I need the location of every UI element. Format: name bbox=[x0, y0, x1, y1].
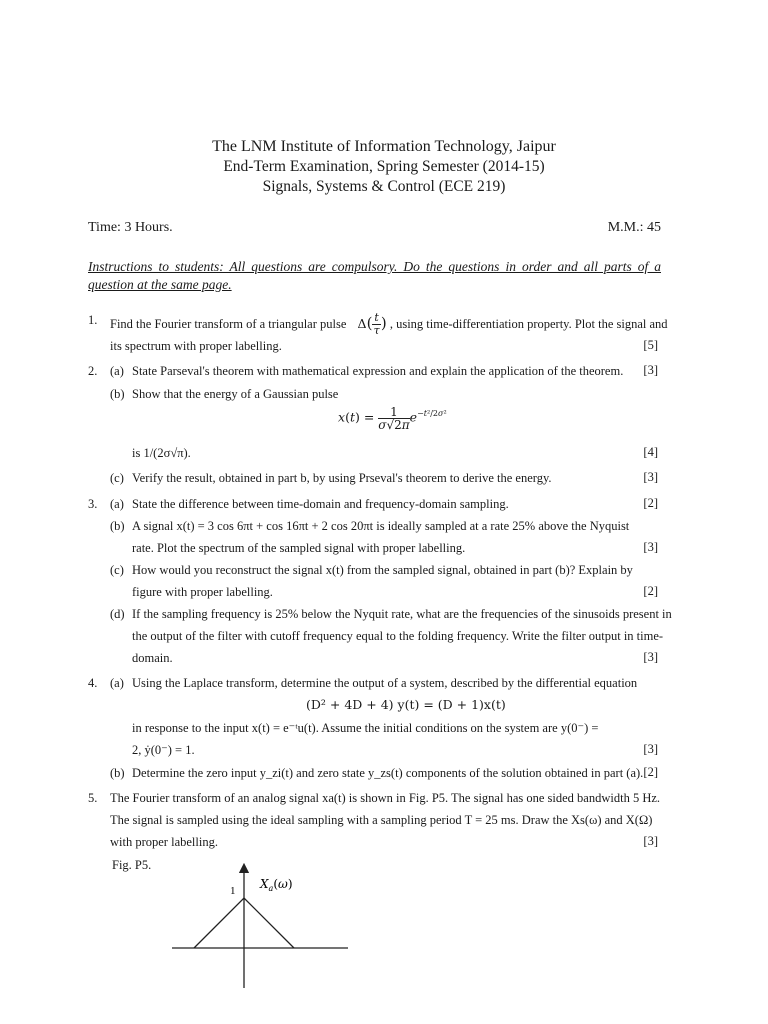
q1-marks: [5] bbox=[643, 338, 658, 352]
q2a-text: State Parseval's theorem with mathematical expression and explain the application of the theorem. bbox=[132, 364, 624, 378]
q2-number: 2. bbox=[88, 364, 98, 378]
q2c-text: Verify the result, obtained in part b, by using Prseval's theorem to derive the energy. bbox=[132, 471, 552, 485]
instructions: Instructions to students: All questions are compulsory. Do the questions in order and all parts of a question at the same page. bbox=[88, 259, 661, 292]
q4a-text2: in response to the input x(t) = e⁻ᵗu(t). Assume the initial conditions on the system are y(0⁻) = bbox=[132, 721, 599, 735]
q3a-marks: [2] bbox=[643, 496, 658, 510]
q2b-result: is 1/(2σ√π). bbox=[132, 446, 191, 460]
q3b-marks: [3] bbox=[643, 540, 658, 554]
q2a-label: (a) bbox=[110, 364, 124, 378]
q3c-text1: How would you reconstruct the signal x(t) from the sampled signal, obtained in part (b)? Explain by bbox=[132, 563, 633, 577]
peak-value-label: 1 bbox=[230, 885, 236, 897]
q3b-text2: rate. Plot the spectrum of the sampled signal with proper labelling. bbox=[132, 541, 466, 555]
q3d-text1: If the sampling frequency is 25% below the Nyquit rate, what are the frequencies of the sinusoids present in bbox=[132, 607, 672, 621]
q4b-label: (b) bbox=[110, 766, 125, 780]
q3-number: 3. bbox=[88, 497, 98, 511]
exam-time: Time: 3 Hours. bbox=[88, 220, 173, 235]
course-title: Signals, Systems & Control (ECE 219) bbox=[262, 178, 506, 195]
q3c-label: (c) bbox=[110, 563, 124, 577]
q2c-marks: [3] bbox=[643, 470, 658, 484]
differential-equation: (D² + 4D + 4) y(t) = (D + 1)x(t) bbox=[306, 697, 506, 712]
q4a-marks: [3] bbox=[643, 742, 658, 756]
q3a-text: State the difference between time-domain and frequency-domain sampling. bbox=[132, 497, 509, 511]
triangular-pulse-symbol: Δ( $\frac{t}{\tau}$ ) bbox=[357, 311, 387, 337]
q1-text-b: , using time-differentiation property. Plot the signal and bbox=[389, 317, 668, 331]
q3d-text3: domain. bbox=[132, 651, 173, 665]
q3d-label: (d) bbox=[110, 607, 125, 621]
q4b-text: Determine the zero input y_zi(t) and zero state y_zs(t) components of the solution obtained in part (a). bbox=[132, 766, 644, 780]
q2a-marks: [3] bbox=[643, 363, 658, 377]
q2b-label: (b) bbox=[110, 387, 125, 401]
q4a-text: Using the Laplace transform, determine the output of a system, described by the differential equation bbox=[132, 676, 638, 690]
q1-text-c: its spectrum with proper labelling. bbox=[110, 339, 282, 353]
max-marks: M.M.: 45 bbox=[607, 220, 661, 235]
q2b-text: Show that the energy of a Gaussian pulse bbox=[132, 387, 339, 401]
figure-label: Fig. P5. bbox=[112, 858, 152, 872]
q3a-label: (a) bbox=[110, 497, 124, 511]
q4a-label: (a) bbox=[110, 676, 124, 690]
q5-text3: with proper labelling. bbox=[110, 835, 218, 849]
institute-name: The LNM Institute of Information Technology, Jaipur bbox=[212, 138, 556, 155]
q3c-marks: [2] bbox=[643, 584, 658, 598]
q2c-label: (c) bbox=[110, 471, 124, 485]
q1-text-a: Find the Fourier transform of a triangular pulse bbox=[110, 317, 347, 331]
q4b-marks: [2] bbox=[643, 765, 658, 779]
exam-header bbox=[0, 137, 768, 197]
q3d-marks: [3] bbox=[643, 650, 658, 664]
q5-marks: [3] bbox=[643, 834, 658, 848]
q4a-text3: 2, ẏ(0⁻) = 1. bbox=[132, 743, 195, 757]
gaussian-equation: x(t) = $\frac{1}{\sigma√2\pi}$ $e^{-t^2/2\sigma^2}$ bbox=[338, 405, 447, 432]
q3b-label: (b) bbox=[110, 519, 125, 533]
q5-number: 5. bbox=[88, 791, 98, 805]
q3b-text1: A signal x(t) = 3 cos 6πt + cos 16πt + 2 cos 20πt is ideally sampled at a rate 25% above the Nyquist bbox=[132, 519, 630, 533]
q1-text-line1 bbox=[110, 312, 668, 337]
curve-label: $X_a(\omega)$ bbox=[260, 877, 293, 893]
q2b-marks: [4] bbox=[643, 445, 658, 459]
exam-meta bbox=[88, 220, 661, 236]
q5-text1: The Fourier transform of an analog signal xa(t) is shown in Fig. P5. The signal has one sided bandwidth 5 Hz. bbox=[110, 791, 661, 805]
exam-title: End-Term Examination, Spring Semester (2014-15) bbox=[223, 158, 545, 175]
q3c-text2: figure with proper labelling. bbox=[132, 585, 273, 599]
q3d-text2: the output of the filter with cutoff frequency equal to the folding frequency. Write the filter output in time- bbox=[132, 629, 664, 643]
q4-number: 4. bbox=[88, 676, 98, 690]
figure-p5 bbox=[170, 862, 350, 992]
q1-number: 1. bbox=[88, 313, 98, 327]
q5-text2: The signal is sampled using the ideal sampling with a sampling period T = 25 ms. Draw the Xs(ω) and X(Ω) bbox=[110, 813, 653, 827]
